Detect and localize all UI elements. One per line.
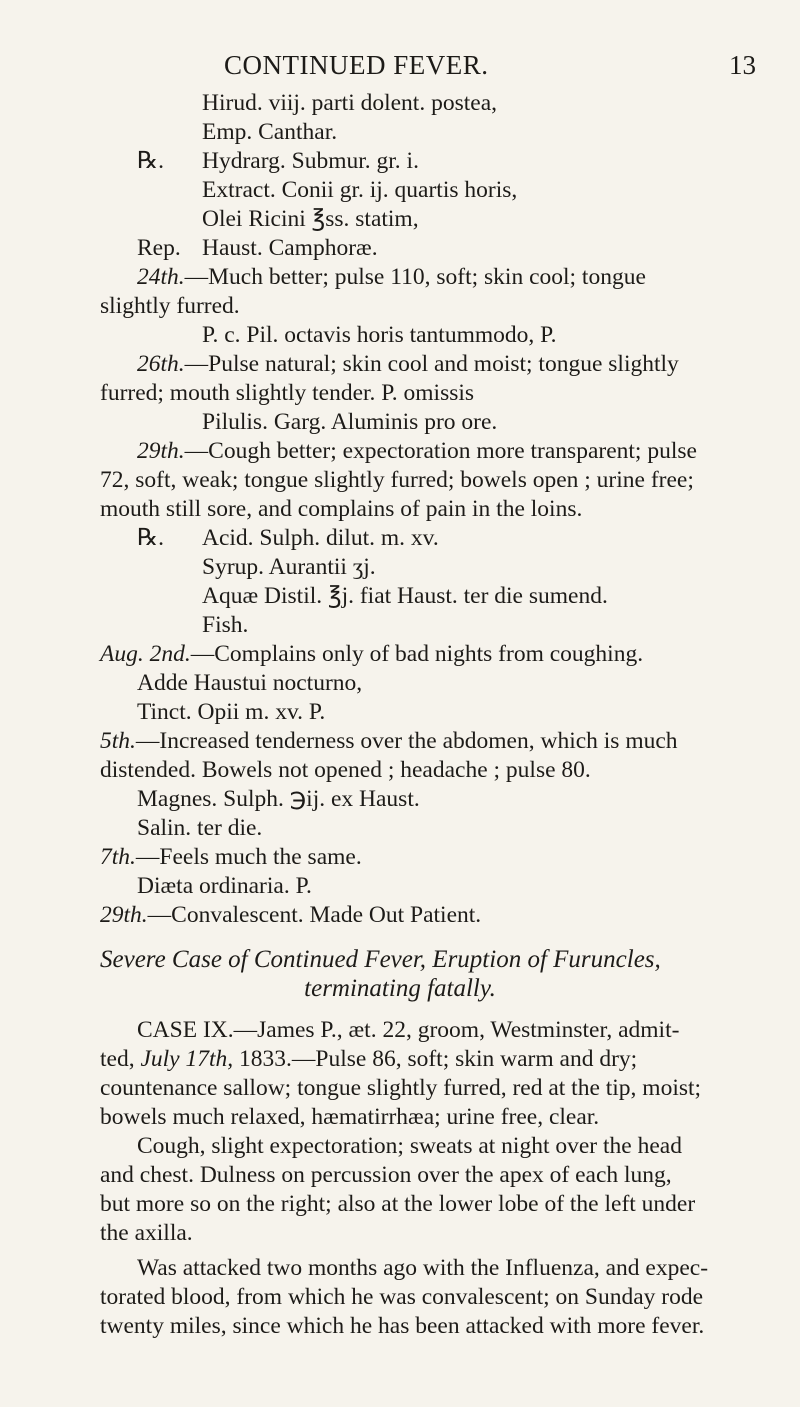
rx-line: Hydrarg. Submur. gr. i. — [202, 148, 419, 174]
entry-24-line-2: slightly furred. — [100, 293, 240, 319]
admission-date: July 17th, — [140, 1046, 234, 1072]
case-title-line-2: terminating fatally. — [304, 975, 496, 1002]
rx-line: Hirud. viij. parti dolent. postea, — [202, 90, 498, 116]
rx-line: Adde Haustui nocturno, — [137, 670, 363, 696]
rx-line: Olei Ricini ℥ss. statim, — [202, 206, 419, 232]
entry-5-line-1: 5th.—Increased tenderness over the abdomen, which is much — [100, 728, 678, 754]
rx-line: Fish. — [202, 612, 249, 638]
rx-line: Magnes. Sulph. ℈ij. ex Haust. — [137, 786, 420, 812]
case-ix-p2-line-2: and chest. Dulness on percussion over the apex of each lung, — [100, 1162, 672, 1188]
running-head: CONTINUED FEVER. — [224, 50, 489, 80]
recipe-symbol: ℞. — [137, 148, 164, 174]
case-ix-p1-line-3: countenance sallow; tongue slightly furred, red at the tip, moist; — [100, 1075, 702, 1101]
recipe-symbol: ℞. — [137, 525, 164, 551]
entry-29-line-1: 29th.—Cough better; expectoration more transparent; pulse — [137, 438, 697, 464]
entry-date: 26th. — [137, 351, 185, 377]
rep-label: Rep. — [137, 235, 181, 261]
case-title-line-1: Severe Case of Continued Fever, Eruption of Furuncles, — [100, 946, 661, 973]
entry-date: 24th. — [137, 264, 185, 290]
entry-7-line-1: 7th.—Feels much the same. — [100, 844, 362, 870]
case-ix-p2-line-4: the axilla. — [100, 1220, 193, 1246]
case-ix-p3-line-3: twenty miles, since which he has been attacked with more fever. — [100, 1313, 705, 1339]
entry-date: 29th. — [137, 438, 185, 464]
entry-aug2-line-1: Aug. 2nd.—Complains only of bad nights from coughing. — [100, 641, 644, 667]
rx-line: Emp. Canthar. — [202, 119, 338, 145]
rx-line: P. c. Pil. octavis horis tantummodo, P. — [202, 322, 557, 348]
rx-line: Extract. Conii gr. ij. quartis horis, — [202, 177, 518, 203]
rx-line: Aquæ Distil. ℥j. fiat Haust. ter die sumend. — [202, 583, 608, 609]
case-ix-p2-line-3: but more so on the right; also at the lower lobe of the left under — [100, 1191, 696, 1217]
page-header — [0, 50, 800, 90]
entry-date: 7th. — [100, 844, 136, 870]
rx-line: Pilulis. Garg. Aluminis pro ore. — [202, 409, 498, 435]
entry-29-line-3: mouth still sore, and complains of pain in the loins. — [100, 496, 583, 522]
page-number: 13 — [729, 50, 756, 80]
entry-29b-line-1: 29th.—Convalescent. Made Out Patient. — [100, 902, 482, 928]
rx-line: Haust. Camphoræ. — [202, 235, 378, 261]
case-ix-p3-line-2: torated blood, from which he was convalescent; on Sunday rode — [100, 1284, 704, 1310]
case-ix-p2-line-1: Cough, slight expectoration; sweats at night over the head — [137, 1133, 682, 1159]
entry-date: Aug. 2nd. — [100, 641, 191, 667]
rx-line: Acid. Sulph. dilut. m. xv. — [202, 525, 439, 551]
entry-24-line-1: 24th.—Much better; pulse 110, soft; skin cool; tongue — [137, 264, 646, 290]
entry-date: 5th. — [100, 728, 136, 754]
case-ix-p1-line-4: bowels much relaxed, hæmatirrhæa; urine free, clear. — [100, 1104, 600, 1130]
entry-date: 29th. — [100, 902, 148, 928]
case-ix-p3-line-1: Was attacked two months ago with the Influenza, and expec- — [137, 1255, 709, 1281]
case-ix-p1-line-1: CASE IX.—James P., æt. 22, groom, Westminster, admit- — [137, 1017, 680, 1043]
entry-26-line-2: furred; mouth slightly tender. P. omissis — [100, 380, 475, 406]
entry-5-line-2: distended. Bowels not opened ; headache ; pulse 80. — [100, 757, 591, 783]
rx-line: Diæta ordinaria. P. — [137, 873, 312, 899]
entry-26-line-1: 26th.—Pulse natural; skin cool and moist; tongue slightly — [137, 351, 679, 377]
rx-line: Syrup. Aurantii ʒj. — [202, 554, 376, 580]
case-ix-p1-line-2: ted, July 17th, 1833.—Pulse 86, soft; skin warm and dry; — [100, 1046, 638, 1072]
entry-29-line-2: 72, soft, weak; tongue slightly furred; bowels open ; urine free; — [100, 467, 694, 493]
rx-line: Tinct. Opii m. xv. P. — [137, 699, 326, 725]
rx-line: Salin. ter die. — [137, 815, 263, 841]
